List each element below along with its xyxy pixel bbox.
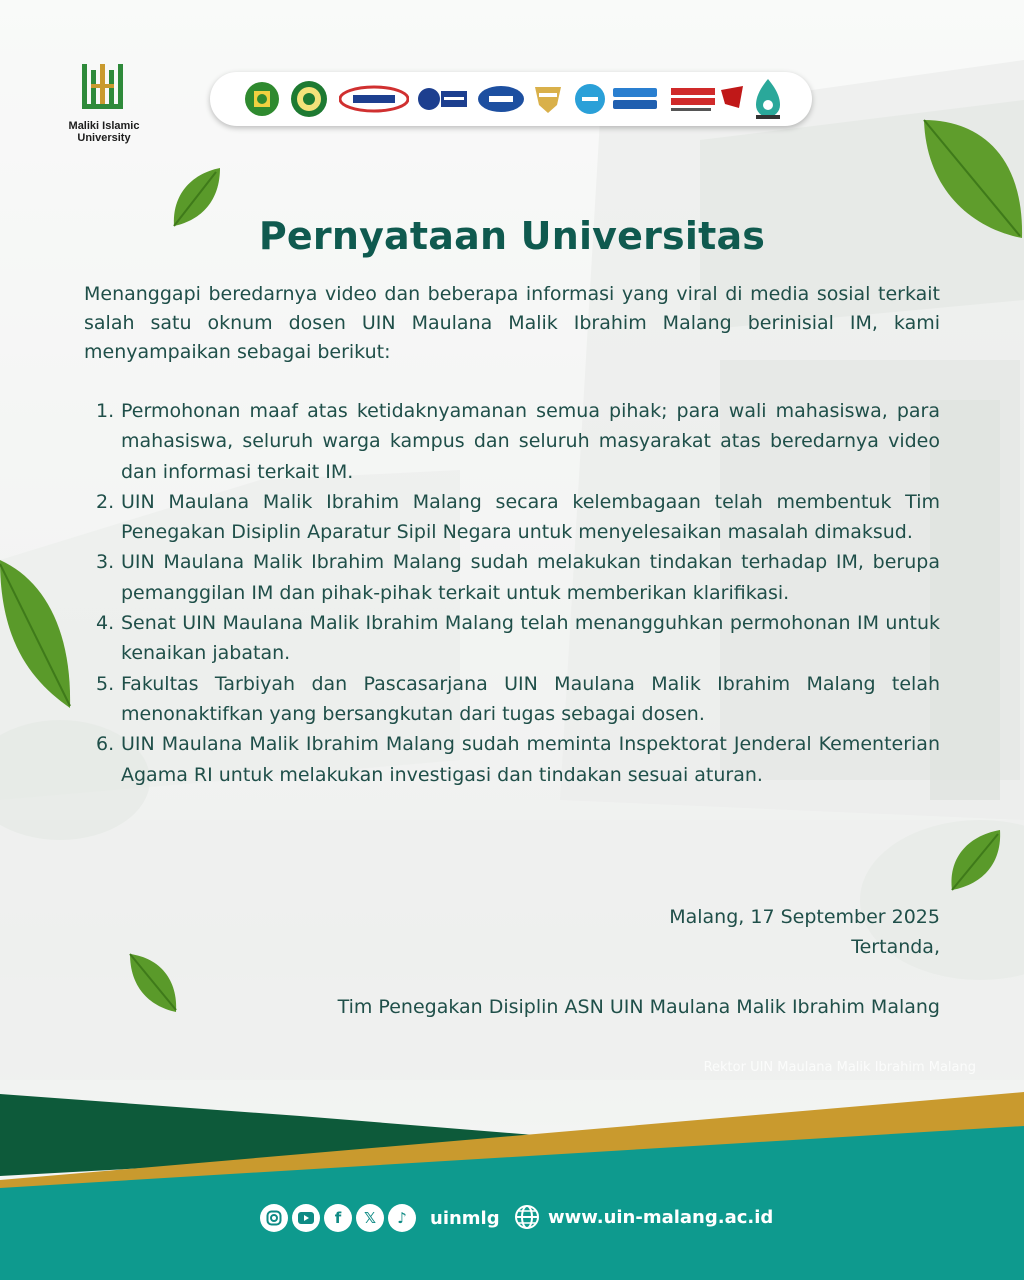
list-item bbox=[96, 396, 940, 487]
social-handle[interactable]: uinmlg bbox=[430, 1207, 500, 1229]
university-logo[interactable] bbox=[56, 60, 152, 144]
list-item-number: 6. bbox=[96, 733, 115, 756]
blu-logo bbox=[572, 72, 608, 126]
signature-signed: Tertanda, bbox=[851, 936, 940, 958]
iaf-logo bbox=[476, 72, 526, 126]
instagram-icon[interactable] bbox=[260, 1204, 288, 1232]
globe-icon bbox=[514, 1204, 540, 1230]
leaf-decoration bbox=[126, 950, 180, 1018]
list-item-text: Fakultas Tarbiyah dan Pascasarjana UIN Maulana Malik Ibrahim Malang telah menonaktifkan yang bersangkutan dari tugas sebagai dosen. bbox=[121, 672, 940, 725]
list-item-number: 1. bbox=[96, 400, 115, 422]
list-item-text: Senat UIN Maulana Malik Ibrahim Malang telah menangguhkan permohonan IM untuk kenaikan jabatan. bbox=[121, 612, 940, 665]
partner-logos-bar bbox=[210, 72, 812, 126]
website-link[interactable] bbox=[514, 1204, 773, 1230]
uin-malang-logo-icon bbox=[74, 60, 134, 116]
signature-team: Tim Penegakan Disiplin ASN UIN Maulana Malik Ibrahim Malang bbox=[337, 996, 940, 1018]
list-item-text: Permohonan maaf atas ketidaknyamanan semua pihak; para wali mahasiswa, para mahasiswa, seluruh warga kampus dan seluruh masyarakat atas beredarnya video dan informasi terkait IM. bbox=[121, 400, 940, 483]
watermark-text: Rektor UIN Maulana Malik Ibrahim Malang bbox=[703, 1060, 976, 1075]
tiktok-icon[interactable]: ♪ bbox=[388, 1204, 416, 1232]
list-item bbox=[96, 547, 940, 608]
website-url[interactable]: www.uin-malang.ac.id bbox=[548, 1206, 774, 1228]
list-item bbox=[96, 729, 940, 790]
list-item bbox=[96, 669, 940, 730]
page-title: Pernyataan Universitas bbox=[258, 214, 766, 258]
list-item-number: 2. bbox=[96, 490, 115, 513]
list-item-text: UIN Maulana Malik Ibrahim Malang sudah melakukan tindakan terhadap IM, berupa pemanggilan IM dan pihak-pihak terkait untuk memberikan klarifikasi. bbox=[121, 551, 940, 604]
list-item-text: UIN Maulana Malik Ibrahim Malang sudah meminta Inspektorat Jenderal Kementerian Agama RI untuk melakukan investigasi dan tindakan sesuai aturan. bbox=[121, 733, 940, 786]
youtube-icon[interactable] bbox=[292, 1204, 320, 1232]
uin-seal-logo bbox=[288, 72, 330, 126]
list-item-number: 4. bbox=[96, 612, 115, 635]
list-item-number: 5. bbox=[96, 672, 115, 695]
kampus-merdeka-logo bbox=[610, 72, 660, 126]
leaf-decoration bbox=[948, 828, 1004, 896]
signature-place-date: Malang, 17 September 2025 bbox=[669, 906, 940, 928]
footer bbox=[0, 1184, 1024, 1254]
statement-list bbox=[96, 396, 940, 790]
kemenag-logo bbox=[242, 72, 282, 126]
social-links bbox=[260, 1204, 500, 1232]
list-item-text: UIN Maulana Malik Ibrahim Malang secara kelembagaan telah membentuk Tim Penegakan Disiplin Aparatur Sipil Negara untuk menyelesaikan masalah dimaksud. bbox=[121, 490, 940, 544]
zona-integritas-logo bbox=[668, 72, 746, 126]
list-item bbox=[96, 608, 940, 669]
list-item-number: 3. bbox=[96, 551, 115, 574]
uaf-logo bbox=[416, 72, 470, 126]
pusaka-logo bbox=[750, 72, 786, 126]
list-item bbox=[96, 487, 940, 548]
ban-pt-logo bbox=[338, 72, 410, 126]
leaf-decoration bbox=[0, 560, 74, 714]
unggul-logo bbox=[530, 72, 566, 126]
x-icon[interactable]: 𝕏 bbox=[356, 1204, 384, 1232]
logo-text-line2: University bbox=[77, 132, 131, 144]
facebook-icon[interactable]: f bbox=[324, 1204, 352, 1232]
intro-paragraph: Menanggapi beredarnya video dan beberapa informasi yang viral di media sosial terkait salah satu oknum dosen UIN Maulana Malik Ibrahim Malang berinisial IM, kami menyampaikan sebagai berikut: bbox=[84, 283, 940, 363]
logo-text-line1: Maliki Islamic bbox=[68, 120, 140, 132]
